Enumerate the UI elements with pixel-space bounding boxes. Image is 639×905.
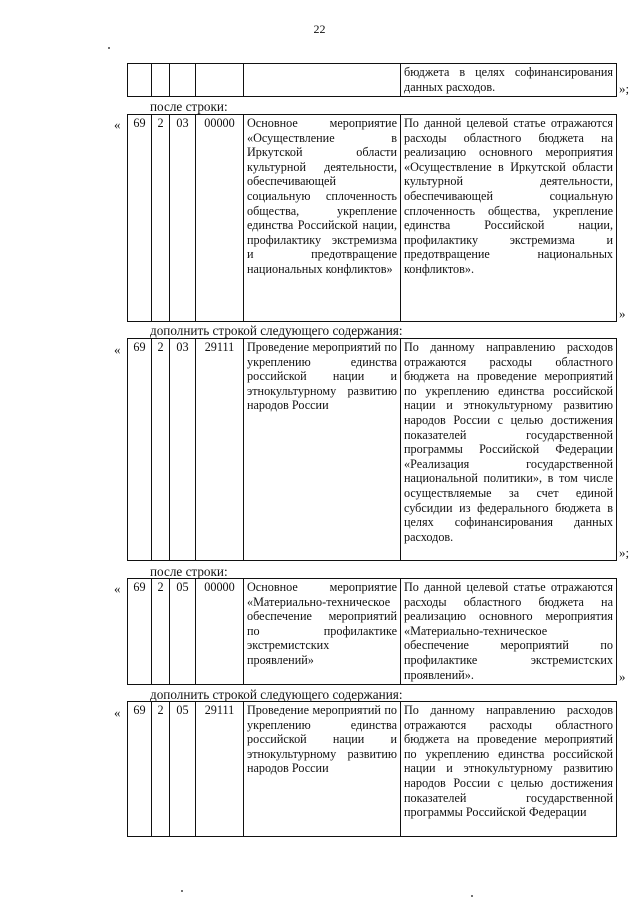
item-name: Проведение мероприятий по укреплению единства российской нации и этнокультурному развитию народов России — [244, 702, 401, 837]
code-direction: 00000 — [196, 115, 244, 322]
item-name: Проведение мероприятий по укреплению единства российской нации и этнокультурному развитию народов России — [244, 339, 401, 561]
code-direction: 29111 — [196, 339, 244, 561]
item-name — [244, 64, 401, 97]
code-program: 69 — [128, 579, 152, 685]
item-name: Основное мероприятие «Материально-техническое обеспечение мероприятий по профилактике экстремистских проявлений» — [244, 579, 401, 685]
code-direction — [196, 64, 244, 97]
code-event: 03 — [170, 339, 196, 561]
item-description: По данному направлению расходов отражаются расходы областного бюджета на проведение мероприятий по укреплению единства российской нации и этнокультурному развитию народов России с целью достижения показателей государственной программы Российской Федерации — [401, 702, 617, 837]
scan-speck — [108, 47, 110, 49]
opening-quote: « — [114, 705, 121, 720]
instruction-label: после строки: — [150, 564, 228, 579]
item-description: По данному направлению расходов отражаются расходы областного бюджета на проведение мероприятий по укреплению единства российской нации и этнокультурному развитию народов России с целью достижения показателей государственной программы Российской Федерации «Реализация государственной национальной политики», в том числе осуществляемые за счет единой субсидии из федерального бюджета в целях софинансирования данных расходов. — [401, 339, 617, 561]
closing-quote: » — [619, 669, 626, 684]
code-event — [170, 64, 196, 97]
closing-quote: » — [619, 306, 626, 321]
closing-quote: »; — [619, 545, 630, 560]
page-number: 22 — [313, 22, 326, 36]
budget-row-continuation — [127, 63, 617, 97]
code-event: 05 — [170, 579, 196, 685]
item-name: Основное мероприятие «Осуществление в Иркутской области культурной деятельности, обеспечивающей социальную сплоченность общества, укрепление единства Российской нации, профилактику экстремизма и предотвращение национальных конфликтов» — [244, 115, 401, 322]
code-program: 69 — [128, 339, 152, 561]
instruction-label: дополнить строкой следующего содержания: — [150, 323, 403, 338]
opening-quote: « — [114, 117, 121, 132]
instruction-label: после строки: — [150, 99, 228, 114]
instruction-label: дополнить строкой следующего содержания: — [150, 687, 403, 702]
scan-speck — [471, 895, 473, 897]
code-subprogram: 2 — [152, 702, 170, 837]
code-event: 05 — [170, 702, 196, 837]
budget-row — [127, 701, 617, 837]
scan-speck — [181, 890, 183, 892]
code-program: 69 — [128, 115, 152, 322]
closing-quote: »; — [619, 81, 630, 96]
code-subprogram: 2 — [152, 339, 170, 561]
item-description: По данной целевой статье отражаются расходы областного бюджета на реализацию основного мероприятия «Осуществление в Иркутской области культурной деятельности, обеспечивающей социальную сплоченность общества, укрепление единства Российской нации, профилактику экстремизма и предотвращение национальных конфликтов». — [401, 115, 617, 322]
code-subprogram — [152, 64, 170, 97]
code-program — [128, 64, 152, 97]
code-subprogram: 2 — [152, 115, 170, 322]
budget-row — [127, 578, 617, 685]
code-direction: 00000 — [196, 579, 244, 685]
budget-row — [127, 338, 617, 561]
budget-row — [127, 114, 617, 322]
opening-quote: « — [114, 342, 121, 357]
opening-quote: « — [114, 581, 121, 596]
item-description: бюджета в целях софинансирования данных расходов. — [401, 64, 617, 97]
code-program: 69 — [128, 702, 152, 837]
item-description: По данной целевой статье отражаются расходы областного бюджета на реализацию основного мероприятия «Материально-техническое обеспечение мероприятий по профилактике экстремистских проявлений». — [401, 579, 617, 685]
code-subprogram: 2 — [152, 579, 170, 685]
code-direction: 29111 — [196, 702, 244, 837]
code-event: 03 — [170, 115, 196, 322]
